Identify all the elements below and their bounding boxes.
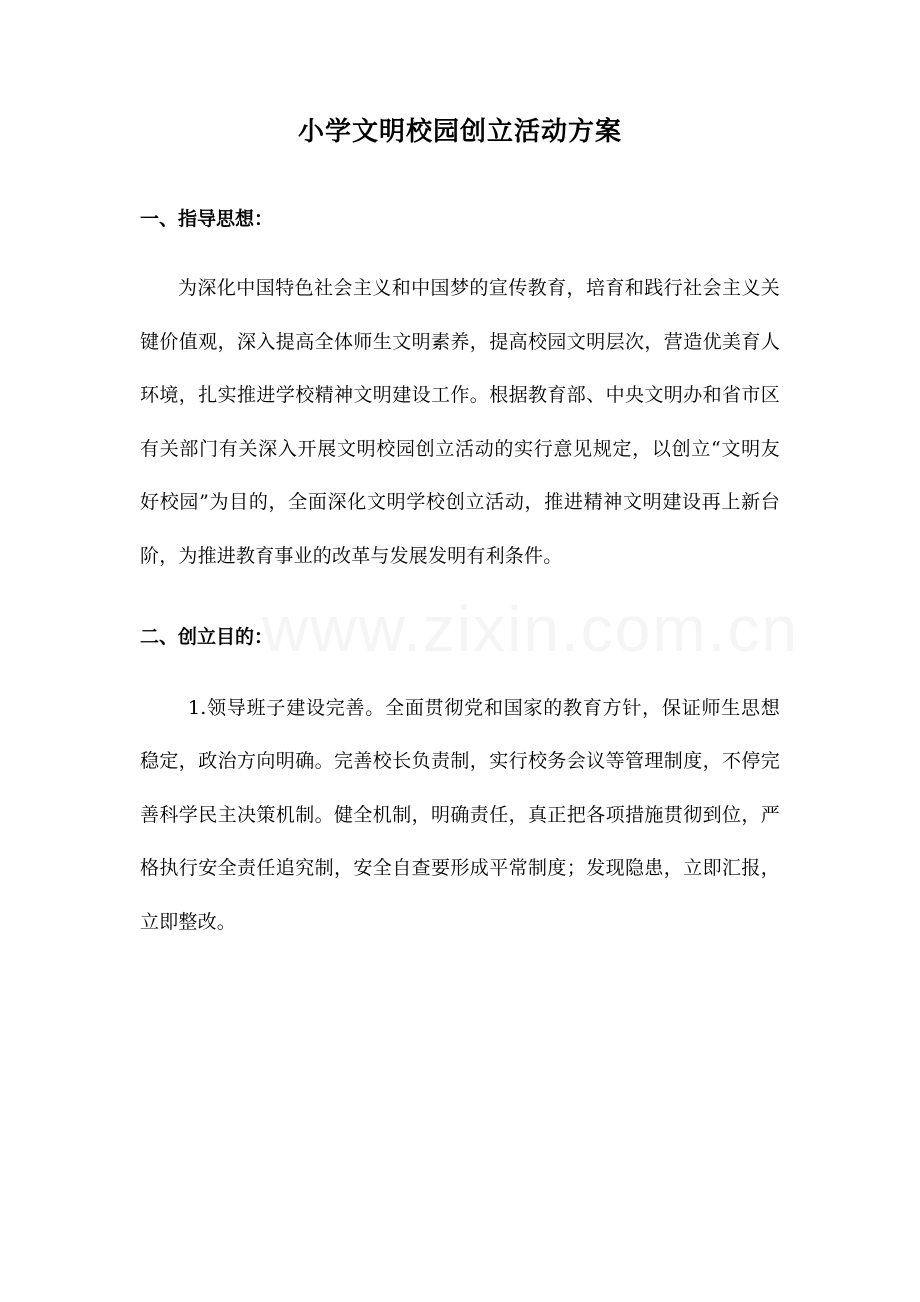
section-paragraph-guiding-ideology: 为深化中国特色社会主义和中国梦的宣传教育，培育和践行社会主义关键价值观，深入提高全体师生文明素养，提高校园文明层次，营造优美育人环境，扎实推进学校精神文明建设工作。根据教育部、中央文明办和省市区有关部门有关深入开展文明校园创立活动的实行意见规定，以创立“文明友好校园”为目的，全面深化文明学校创立活动，推进精神文明建设再上新台阶，为推进教育事业的改革与发展发明有利条件。 — [140, 277, 780, 567]
section-heading-creation-goals: 二、创立目的： — [140, 625, 274, 648]
section-heading-guiding-ideology: 一、指导思想： — [140, 208, 274, 230]
watermark-text: www.zixin.com.cn — [262, 593, 799, 665]
document-body — [140, 112, 780, 950]
section-paragraph-creation-goals: 1.领导班子建设完善。全面贯彻党和国家的教育方针，保证师生思想稳定，政治方向明确。完善校长负责制，实行校务会议等管理制度，不停完善科学民主决策机制。健全机制，明确责任，真正把各项措施贯彻到位，严格执行安全责任追究制，安全自查要形成平常制度；发现隐患，立即汇报，立即整改。 — [140, 696, 780, 933]
document-title: 小学文明校园创立活动方案 — [297, 117, 622, 147]
